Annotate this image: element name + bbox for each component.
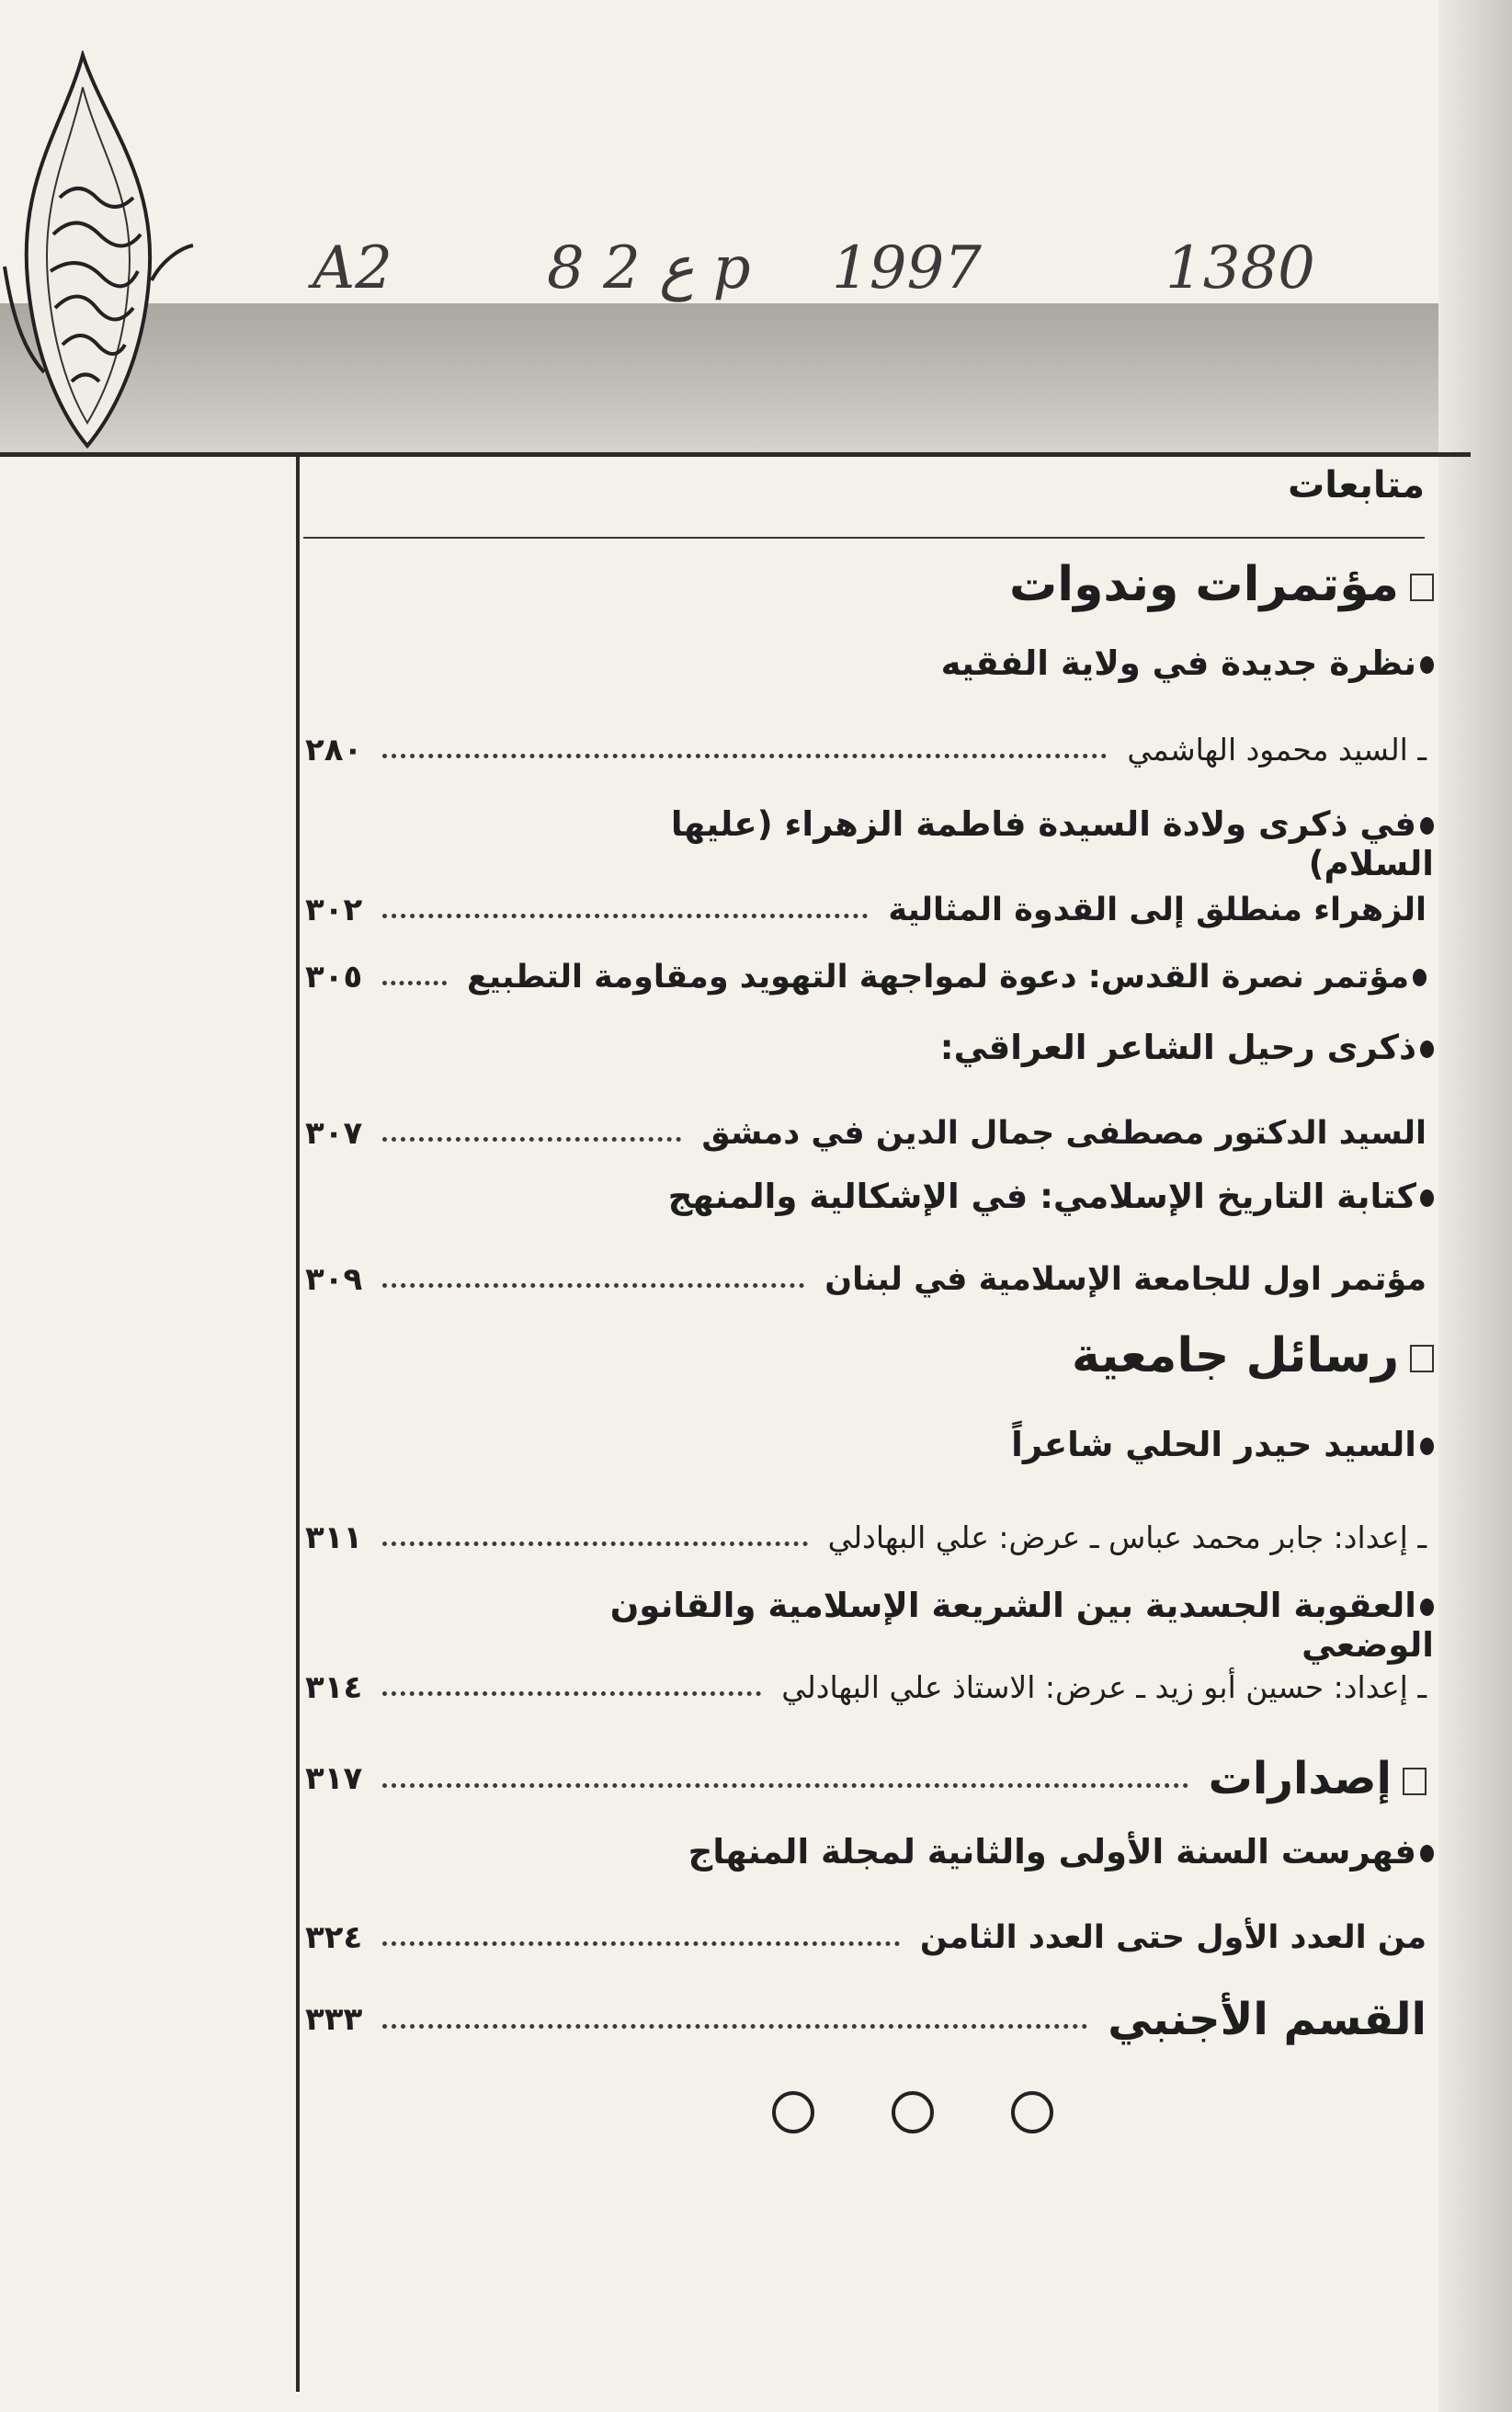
handwritten-note-number: 1380	[1165, 234, 1315, 302]
page-edge	[1438, 0, 1512, 2412]
entry-text: ـ إعداد: جابر محمد عباس ـ عرض: علي البهادلي	[827, 1519, 1427, 1555]
ornament-circle	[1011, 2091, 1053, 2133]
leader-dots	[382, 2011, 1087, 2029]
toc-item	[551, 1028, 1434, 1067]
page-number: ٣٠٧	[305, 1114, 363, 1152]
entry-text: الزهراء منطلق إلى القدوة المثالية	[888, 891, 1427, 928]
ornament-circle	[892, 2091, 934, 2133]
page-number: ٣١٤	[305, 1668, 363, 1706]
toc-entry	[303, 1108, 1427, 1158]
bullet-icon	[1420, 1189, 1434, 1207]
item-title: ذكرى رحيل الشاعر العراقي:	[939, 1028, 1416, 1067]
leader-dots	[382, 741, 1107, 758]
item-title: في ذكرى ولادة السيدة فاطمة الزهراء (عليها السلام)	[670, 804, 1434, 883]
section-title: رسائل جامعية	[1072, 1328, 1399, 1383]
toc-entry	[303, 1512, 1427, 1563]
ornament-circle	[772, 2091, 814, 2133]
entry-text: ـ إعداد: حسين أبو زيد ـ عرض: الاستاذ علي البهادلي	[781, 1669, 1427, 1705]
leader-dots	[382, 1529, 807, 1546]
leader-dots	[382, 1678, 761, 1696]
toc-entry	[303, 1254, 1427, 1304]
item-title: كتابة التاريخ الإسلامي: في الإشكالية والمنهج	[667, 1177, 1416, 1216]
calligraphy-leaf-logo	[0, 51, 198, 455]
toc-entry	[303, 884, 1427, 935]
banner-rule	[0, 452, 1471, 457]
page-number: ٣١١	[305, 1519, 363, 1556]
entry-text: السيد الدكتور مصطفى جمال الدين في دمشق	[701, 1114, 1427, 1152]
toc-item	[551, 1586, 1434, 1665]
section-publications	[303, 1746, 1427, 1811]
bullet-icon	[1420, 656, 1434, 674]
item-title: السيد حيدر الحلي شاعراً	[1011, 1425, 1416, 1464]
entry-text: مؤتمر اول للجامعة الإسلامية في لبنان	[824, 1260, 1427, 1298]
page-number: ٣٠٢	[305, 891, 363, 928]
column-rule	[296, 457, 300, 2392]
handwritten-note-code: 8 ع 2 p	[547, 234, 751, 302]
toc-entry	[303, 951, 1427, 1002]
section-theses	[919, 1328, 1434, 1383]
bullet-icon	[1420, 1041, 1434, 1058]
square-bullet-icon	[1403, 1768, 1427, 1795]
item-title: العقوبة الجسدية بين الشريعة الإسلامية والقانون الوضعي	[609, 1586, 1434, 1665]
page-number: ٣٠٩	[305, 1260, 363, 1298]
toc-entry	[303, 724, 1427, 775]
section-title: مؤتمرات وندوات	[1009, 557, 1399, 612]
section-title: إصدارات	[1209, 1753, 1427, 1804]
section-title: القسم الأجنبي	[1108, 1994, 1427, 2045]
toc-item	[551, 804, 1434, 883]
toc-entry	[303, 1662, 1427, 1712]
bullet-icon	[1413, 969, 1427, 986]
entry-text	[467, 959, 1427, 996]
page-number: ٣١٧	[305, 1760, 363, 1797]
leader-dots	[382, 1270, 804, 1288]
toc-item	[551, 1832, 1434, 1872]
leader-dots	[382, 1124, 681, 1142]
page-number: ٢٨٠	[305, 731, 363, 768]
toc-item	[551, 643, 1434, 683]
leader-dots	[382, 1928, 900, 1946]
handwritten-note-a2: A2	[313, 234, 392, 302]
toc-entry	[303, 1912, 1427, 1963]
toc-item	[551, 1425, 1434, 1464]
leader-dots	[382, 968, 447, 985]
page-number: ٣٠٥	[305, 958, 363, 996]
item-title: مؤتمر نصرة القدس: دعوة لمواجهة التهويد ومقاومة التطبيع	[466, 958, 1409, 996]
leader-dots	[382, 1770, 1188, 1788]
item-title: نظرة جديدة في ولاية الفقيه	[940, 643, 1416, 683]
bullet-icon	[1420, 817, 1434, 835]
page-title: متابعات	[1288, 464, 1425, 506]
page-number: ٣٣٣	[305, 2001, 363, 2038]
handwritten-note-year: 1997	[832, 234, 982, 302]
leader-dots	[382, 901, 868, 918]
header-rule	[303, 537, 1425, 539]
page-number: ٣٢٤	[305, 1918, 363, 1956]
section-conferences	[919, 557, 1434, 612]
square-bullet-icon	[1410, 574, 1434, 601]
bullet-icon	[1420, 1845, 1434, 1862]
bullet-icon	[1420, 1599, 1434, 1616]
item-title: فهرست السنة الأولى والثانية لمجلة المنهاج	[688, 1832, 1416, 1872]
entry-text: من العدد الأول حتى العدد الثامن	[919, 1918, 1427, 1956]
square-bullet-icon	[1410, 1345, 1434, 1372]
entry-text: ـ السيد محمود الهاشمي	[1127, 732, 1427, 768]
toc-item	[551, 1177, 1434, 1216]
section-foreign	[303, 1987, 1427, 2052]
bullet-icon	[1420, 1438, 1434, 1455]
